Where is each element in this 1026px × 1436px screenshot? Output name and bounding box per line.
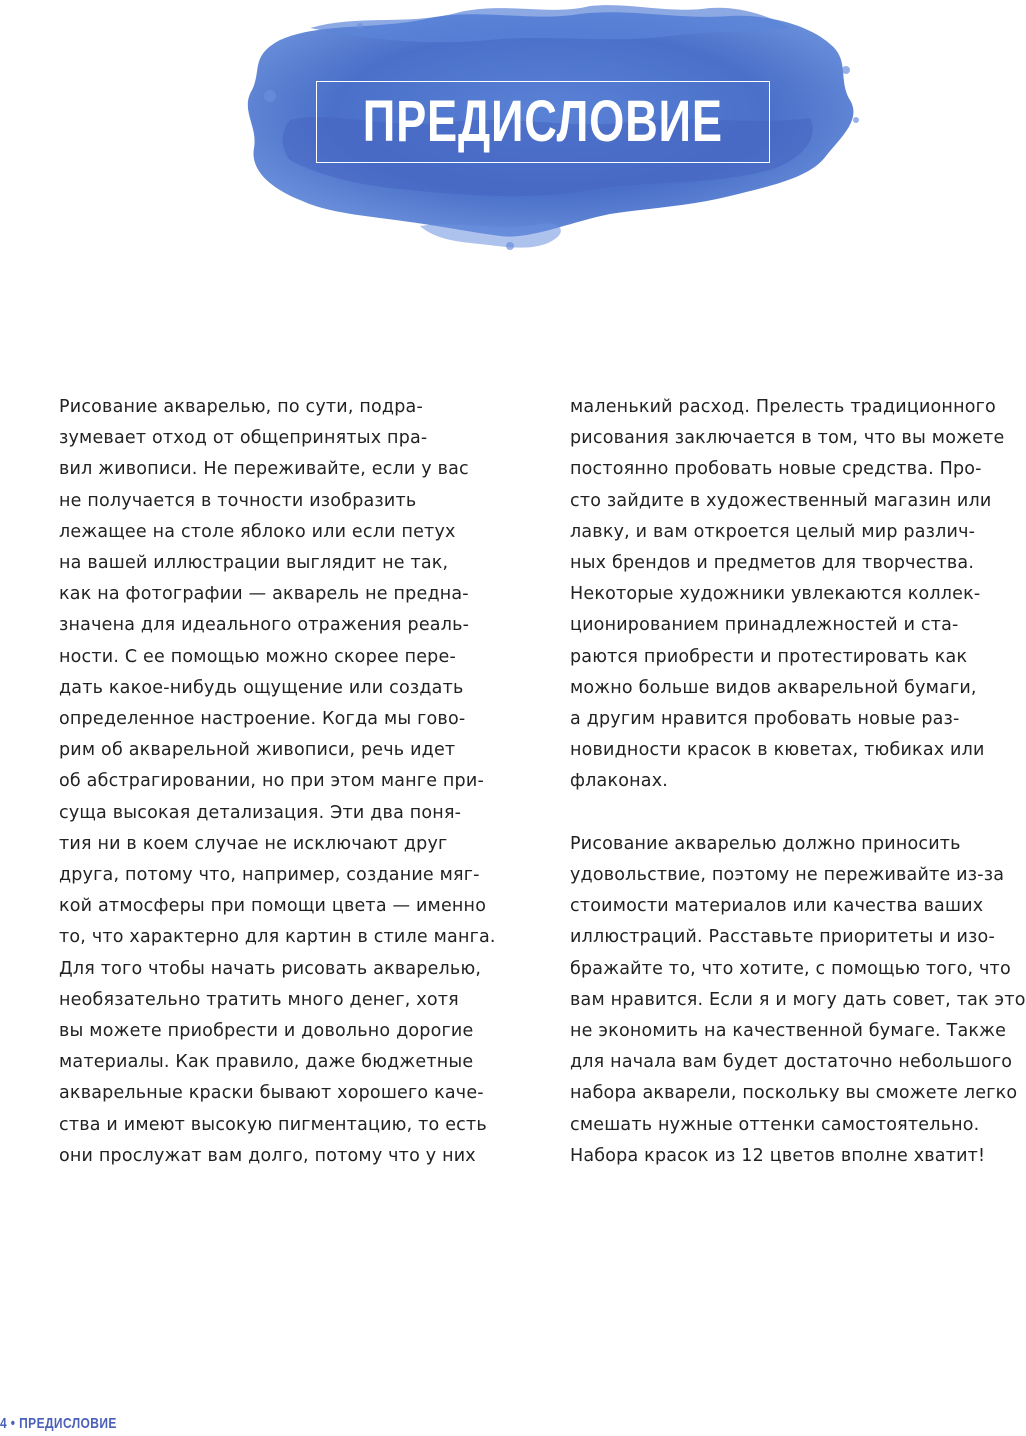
text-line: флаконах. [570,771,669,792]
text-line: новидности красок в кюветах, тюбиках или [570,740,985,761]
text-line: Некоторые художники увлекаются коллек- [570,584,981,605]
text-line: а другим нравится пробовать новые раз- [570,709,960,730]
text-line: раются приобрести и протестировать как [570,646,968,667]
text-line: то, что характерно для картин в стиле манга. [59,927,496,948]
text-line: стоимости материалов или качества ваших [570,896,984,917]
text-line: Для того чтобы начать рисовать акварелью, [59,958,482,979]
text-line: рим об акварельной живописи, речь идет [59,740,456,761]
page-footer-label: 4 • ПРЕДИСЛОВИЕ [0,1415,117,1432]
text-line: ционированием принадлежностей и ста- [570,615,959,636]
text-line: материалы. Как правило, даже бюджетные [59,1052,474,1073]
text-line: для начала вам будет достаточно небольшого [570,1052,1013,1073]
text-line: лавку, и вам откроется целый мир различ- [570,521,976,542]
text-line: об абстрагировании, но при этом манге при- [59,771,484,792]
title-frame [316,81,770,163]
text-line: как на фотографии — акварель не предна- [59,584,469,605]
text-line: вы можете приобрести и довольно дорогие [59,1021,474,1042]
text-line: бражайте то, что хотите, с помощью того, что [570,958,1011,979]
text-line: лежащее на столе яблоко или если петух [59,521,456,542]
text-line: они прослужат вам долго, потому что у них [59,1145,476,1166]
text-line: набора акварели, поскольку вы сможете легко [570,1083,1018,1104]
text-line: суща высокая детализация. Эти два поня- [59,802,462,823]
text-line: можно больше видов акварельной бумаги, [570,677,977,698]
text-line: вам нравится. Если я и могу дать совет, так это [570,989,1026,1010]
left-column-text [59,392,529,1172]
text-line: значена для идеального отражения реаль- [59,615,470,636]
text-line: Рисование акварелью должно приносить [570,833,961,854]
text-line: вил живописи. Не переживайте, если у вас [59,459,469,480]
text-line: акварельные краски бывают хорошего каче- [59,1083,484,1104]
text-line: на вашей иллюстрации выглядит не так, [59,553,449,574]
text-line: дать какое-нибудь ощущение или создать [59,677,464,698]
text-line: определенное настроение. Когда мы гово- [59,709,466,730]
text-line: кой атмосферы при помощи цвета — именно [59,896,487,917]
text-line: Набора красок из 12 цветов вполне хватит! [570,1145,986,1166]
text-line: ности. С ее помощью можно скорее пере- [59,646,456,667]
text-line: смешать нужные оттенки самостоятельно. [570,1114,980,1135]
text-line: ства и имеют высокую пигментацию, то есть [59,1114,487,1135]
text-line: удовольствие, поэтому не переживайте из-за [570,865,1005,886]
page-title: ПРЕДИСЛОВИЕ [362,89,724,154]
text-line: сто зайдите в художественный магазин или [570,490,992,511]
text-line: не экономить на качественной бумаге. Также [570,1021,1007,1042]
paragraph-gap [570,798,1026,829]
right-column-text [570,392,1026,1172]
text-line: маленький расход. Прелесть традиционного [570,397,996,417]
text-line: иллюстраций. Расставьте приоритеты и изо- [570,927,995,948]
text-line: друга, потому что, например, создание мяг- [59,865,480,886]
text-line: Рисование акварелью, по сути, подра- [59,397,423,417]
text-line: постоянно пробовать новые средства. Про- [570,459,982,480]
text-line: ных брендов и предметов для творчества. [570,553,975,574]
text-line: необязательно тратить много денег, хотя [59,989,459,1010]
text-line: рисования заключается в том, что вы можете [570,428,1005,449]
text-line: зумевает отход от общепринятых пра- [59,428,428,449]
text-line: тия ни в коем случае не исключают друг [59,833,448,854]
text-line: не получается в точности изобразить [59,490,417,511]
